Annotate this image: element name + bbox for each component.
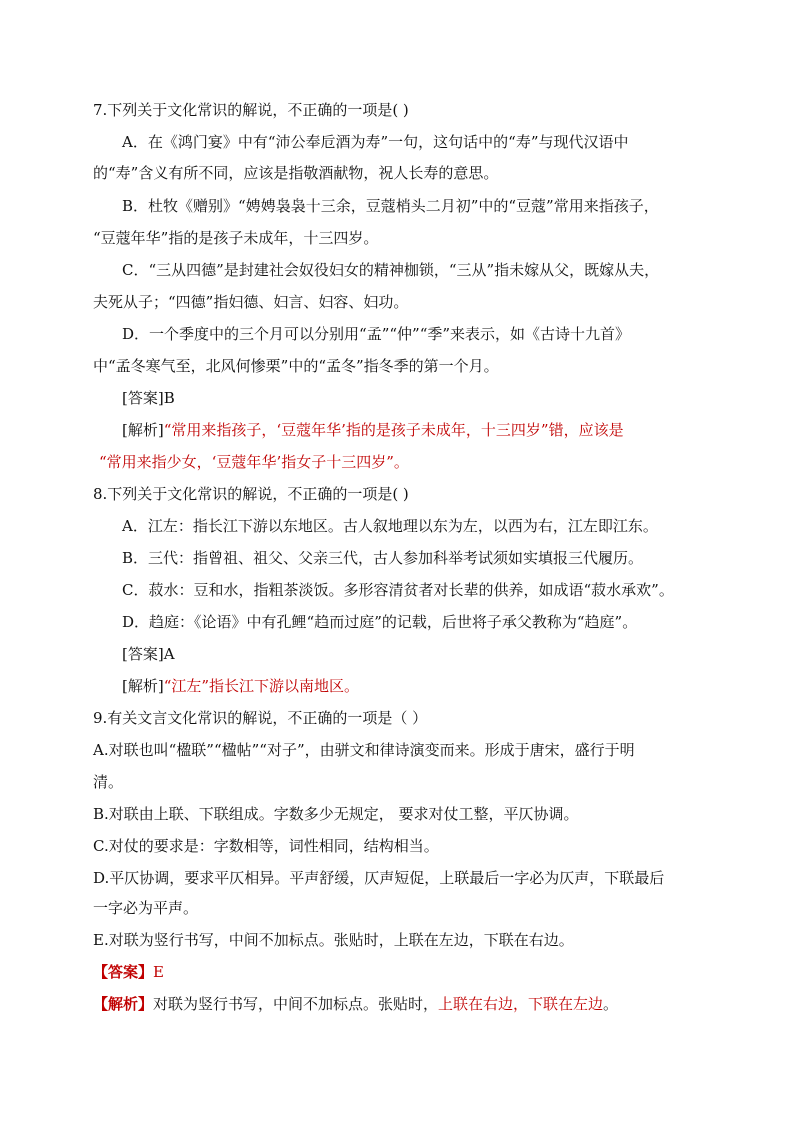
q8-analysis-text: “江左”指长江下游以南地区。 bbox=[163, 677, 360, 695]
q9-option-b: B.对联由上联、下联组成。字数多少无规定， 要求对仗工整，平仄协调。 bbox=[93, 805, 579, 823]
q9-option-d-line2: 一字必为平声。 bbox=[93, 899, 199, 917]
q7-option-b-line2: “豆蔻年华”指的是孩子未成年，十三四岁。 bbox=[93, 229, 379, 247]
q9-answer-value: E bbox=[153, 963, 164, 981]
q9-analysis-text-b: 上联在右边，下联在左边 bbox=[438, 995, 604, 1013]
q9-answer-label: 【答案】 bbox=[93, 963, 154, 981]
q7-option-b-line1: B．杜牧《赠别》“娉娉袅袅十三余，豆蔻梢头二月初”中的“豆蔻”常用来指孩子， bbox=[122, 197, 659, 215]
q9-option-c: C.对仗的要求是：字数相等，词性相同，结构相当。 bbox=[93, 837, 439, 855]
q9-option-a-line2: 清。 bbox=[93, 773, 124, 791]
q8-option-b: B．三代：指曾祖、祖父、父亲三代，古人参加科举考试须如实填报三代履历。 bbox=[122, 549, 644, 567]
q8-title: 8.下列关于文化常识的解说，不正确的一项是( ) bbox=[93, 485, 409, 503]
q7-title: 7.下列关于文化常识的解说，不正确的一项是( ) bbox=[93, 101, 409, 119]
q7-option-c-line2: 夫死从子；“四德”指妇德、妇言、妇容、妇功。 bbox=[93, 293, 409, 311]
q9-analysis bbox=[93, 994, 618, 1014]
q7-analysis-line1 bbox=[122, 420, 624, 440]
q8-option-c: C．菽水：豆和水，指粗茶淡饭。多形容清贫者对长辈的供养，如成语“菽水承欢”。 bbox=[122, 581, 674, 599]
q9-analysis-label: 【解析】 bbox=[93, 995, 154, 1013]
q8-answer: [答案]A bbox=[122, 645, 175, 663]
q7-analysis-text1: “常用来指孩子，‘豆蔻年华’指的是孩子未成年，十三四岁”错，应该是 bbox=[163, 421, 624, 439]
q9-analysis-text-a: 对联为竖行书写，中间不加标点。张贴时， bbox=[153, 995, 439, 1013]
q7-analysis-line2: “常用来指少女，‘豆蔻年华’指女子十三四岁”。 bbox=[99, 453, 409, 471]
q7-option-a-line1: A．在《鸿门宴》中有“沛公奉卮酒为寿”一句，这句话中的“寿”与现代汉语中 bbox=[122, 133, 629, 151]
q8-option-a: A．江左：指长江下游以东地区。古人叙地理以东为左，以西为右，江左即江东。 bbox=[122, 517, 658, 535]
q8-analysis-label: [解析] bbox=[122, 677, 164, 695]
q9-option-a-line1: A.对联也叫“楹联”“楹帖”“对子”，由骈文和律诗演变而来。形成于唐宋，盛行于明 bbox=[93, 741, 635, 759]
q8-option-d: D．趋庭：《论语》中有孔鲤“趋而过庭”的记载，后世将子承父教称为“趋庭”。 bbox=[122, 613, 638, 631]
q9-answer bbox=[93, 962, 164, 982]
q9-title: 9.有关文言文化常识的解说，不正确的一项是（ ） bbox=[93, 709, 428, 727]
q7-answer: [答案]B bbox=[122, 389, 175, 407]
q7-option-d-line1: D．一个季度中的三个月可以分别用“孟”“仲”“季”来表示，如《古诗十九首》 bbox=[122, 325, 631, 343]
q7-analysis-label: [解析] bbox=[122, 421, 164, 439]
q9-analysis-text-c: 。 bbox=[603, 995, 619, 1013]
q7-option-d-line2: 中“孟冬寒气至，北风何惨栗”中的“孟冬”指冬季的第一个月。 bbox=[93, 357, 499, 375]
q9-option-d-line1: D.平仄协调，要求平仄相异。平声舒缓，仄声短促，上联最后一字必为仄声，下联最后 bbox=[93, 869, 665, 887]
q7-option-a-line2: 的“寿”含义有所不同，应该是指敬酒献物，祝人长寿的意思。 bbox=[93, 164, 499, 182]
q9-option-e: E.对联为竖行书写，中间不加标点。张贴时，上联在左边，下联在右边。 bbox=[93, 931, 574, 949]
q8-analysis bbox=[122, 676, 359, 696]
q7-option-c-line1: C．“三从四德”是封建社会奴役妇女的精神枷锁，“三从”指未嫁从父，既嫁从夫， bbox=[122, 261, 660, 279]
